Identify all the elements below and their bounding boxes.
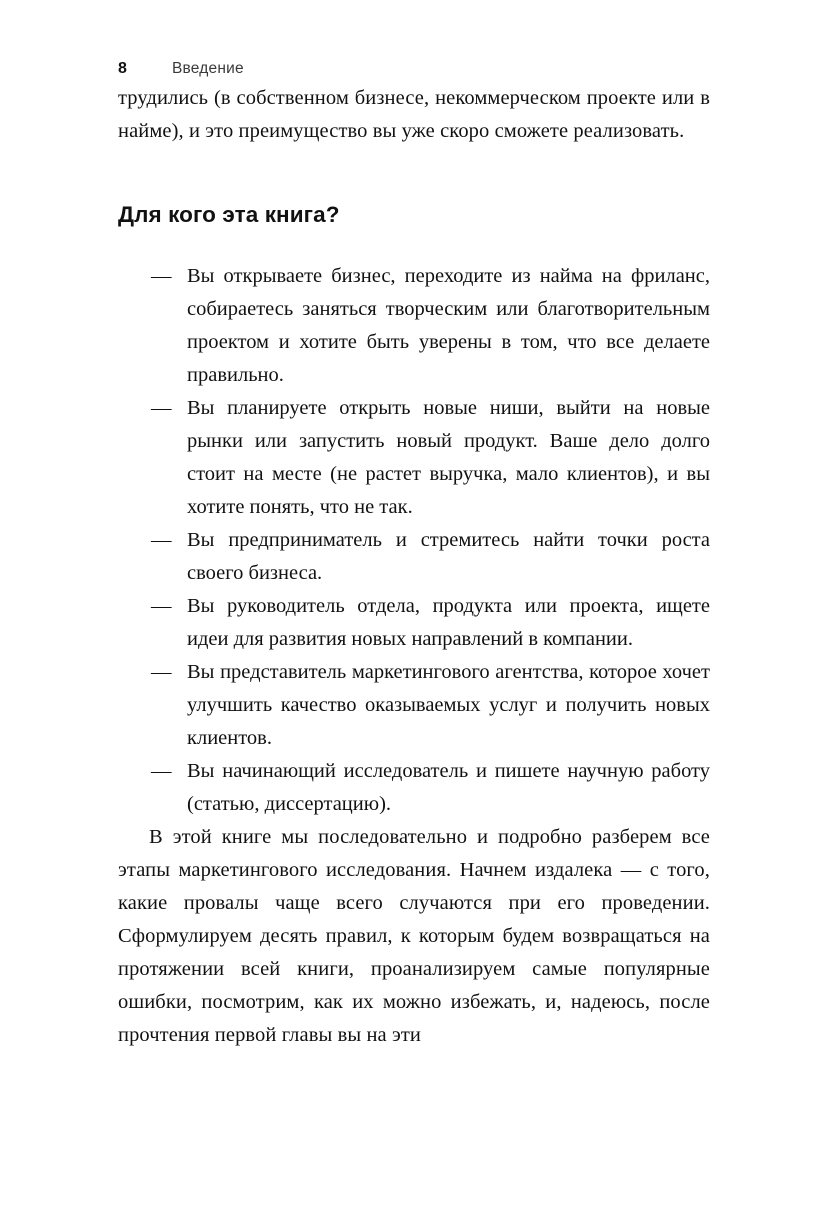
list-item-text: Вы предприниматель и стремитесь найти точки роста своего бизнеса.: [187, 529, 710, 584]
dash-marker: —: [151, 529, 172, 551]
section-heading: Для кого эта книга?: [118, 202, 340, 227]
dash-marker: —: [151, 397, 172, 419]
dash-marker: —: [151, 661, 172, 683]
list-item: [118, 656, 710, 755]
closing-paragraph: В этой книге мы последовательно и подробно разберем все этапы маркетингового исследования. Начнем издалека — с того, какие провалы чаще всего случаются при его проведении. Сформулируем десять правил, к которым будем возвращаться на протяжении всей книги, проанализируем самые популярные ошибки, посмотрим, как их можно избежать, и, надеюсь, после прочтения первой главы вы на эти: [118, 826, 710, 1046]
intro-paragraph: трудились (в собственном бизнесе, некоммерческом проекте или в найме), и это преимущество вы уже скоро сможете реализовать.: [118, 87, 710, 142]
list-item: [118, 755, 710, 821]
dash-marker: —: [151, 265, 172, 287]
dash-marker: —: [151, 760, 172, 782]
list-item: [118, 392, 710, 524]
page-content: [118, 0, 710, 1052]
list-item-text: Вы руководитель отдела, продукта или проекта, ищете идеи для развития новых направлений в компании.: [187, 595, 710, 650]
list-item: [118, 524, 710, 590]
list-item: [118, 260, 710, 392]
page-number: 8: [118, 60, 127, 77]
list-item: [118, 590, 710, 656]
list-item-text: Вы начинающий исследователь и пишете научную работу (статью, диссертацию).: [187, 760, 710, 815]
list-item-text: Вы открываете бизнес, переходите из найма на фриланс, собираетесь заняться творческим или благотворительным проектом и хотите быть уверены в том, что все делаете правильно.: [187, 265, 710, 386]
dash-marker: —: [151, 595, 172, 617]
list-item-text: Вы планируете открыть новые ниши, выйти на новые рынки или запустить новый продукт. Ваше дело долго стоит на месте (не растет выручка, мало клиентов), и вы хотите понять, что не так.: [187, 397, 710, 518]
audience-list: [118, 260, 710, 821]
list-item-text: Вы представитель маркетингового агентства, которое хочет улучшить качество оказываемых услуг и получить новых клиентов.: [187, 661, 710, 749]
running-title: Введение: [172, 60, 244, 77]
running-head: [118, 60, 710, 82]
